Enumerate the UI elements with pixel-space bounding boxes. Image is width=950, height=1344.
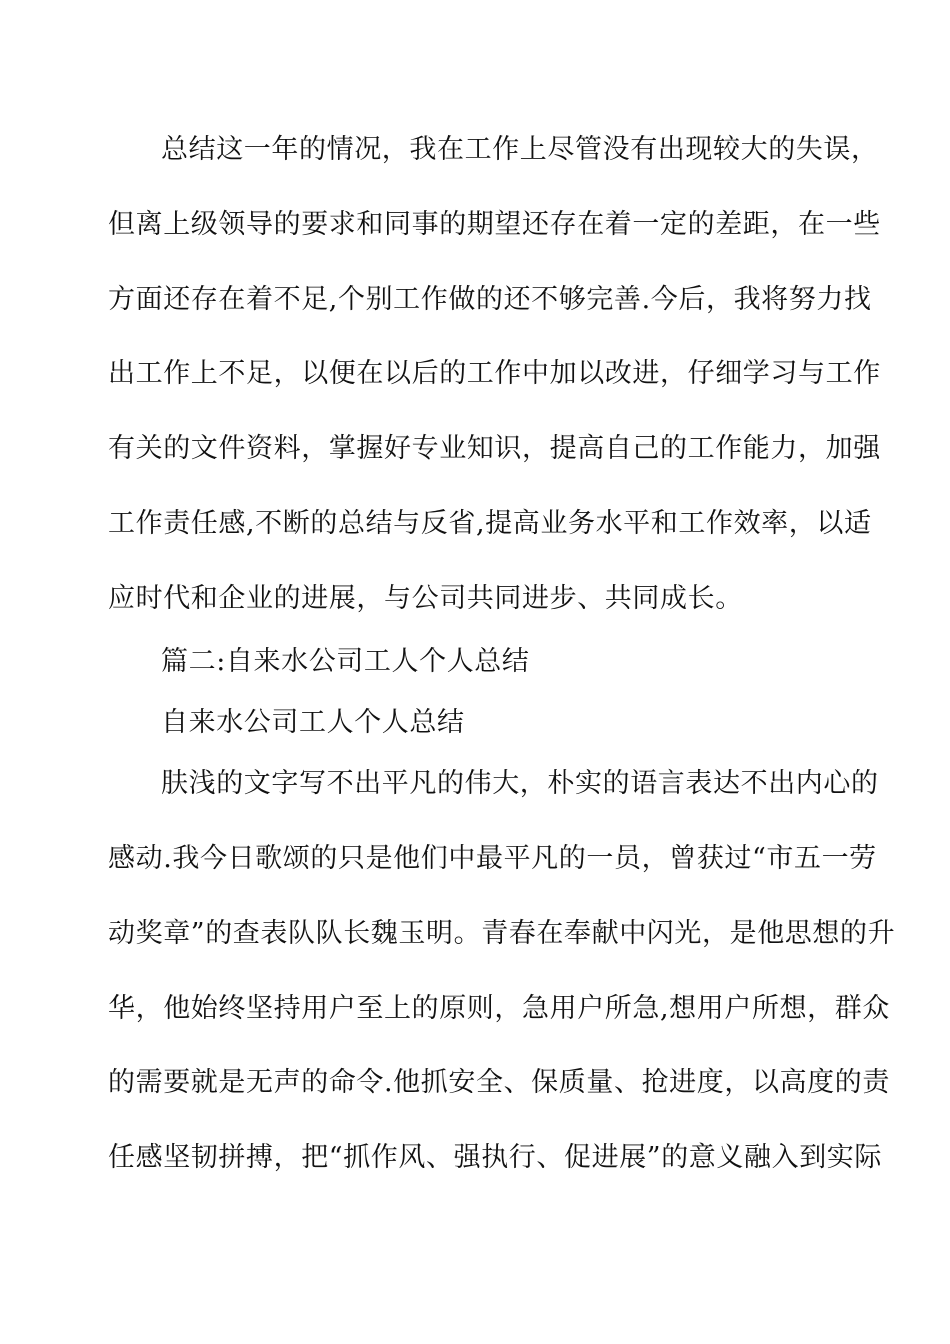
paragraph-1-line-5: 有关的文件资料，掌握好专业知识，提高自己的工作能力，加强	[108, 433, 881, 464]
paragraph-1-line-7: 应时代和企业的进展，与公司共同进步、共同成长。	[108, 583, 743, 614]
paragraph-2-line-1: 肤浅的文字写不出平凡的伟大，朴实的语言表达不出内心的	[161, 768, 879, 799]
paragraph-2-line-3: 动奖章”的查表队队长魏玉明。青春在奉献中闪光，是他思想的升	[108, 918, 896, 949]
section-title: 自来水公司工人个人总结	[161, 707, 465, 738]
paragraph-2-line-2: 感动.我今日歌颂的只是他们中最平凡的一员，曾获过“市五一劳	[108, 843, 877, 874]
paragraph-1-line-1: 总结这一年的情况，我在工作上尽管没有出现较大的失误，	[161, 134, 879, 165]
paragraph-1-line-3: 方面还存在着不足,个别工作做的还不够完善.今后，我将努力找	[108, 284, 872, 315]
paragraph-1-line-2: 但离上级领导的要求和同事的期望还存在着一定的差距，在一些	[108, 209, 881, 240]
paragraph-1-line-4: 出工作上不足，以便在以后的工作中加以改进，仔细学习与工作	[108, 358, 881, 389]
paragraph-1-line-6: 工作责任感,不断的总结与反省,提高业务水平和工作效率，以适	[108, 508, 872, 539]
paragraph-2-line-4: 华，他始终坚持用户至上的原则，急用户所急,想用户所想，群众	[108, 993, 890, 1024]
paragraph-2-line-6: 任感坚韧拼搏，把“抓作风、强执行、促进展”的意义融入到实际	[108, 1142, 883, 1173]
section-heading: 篇二:自来水公司工人个人总结	[161, 646, 530, 677]
paragraph-2-line-5: 的需要就是无声的命令.他抓安全、保质量、抢进度，以高度的责	[108, 1067, 890, 1098]
